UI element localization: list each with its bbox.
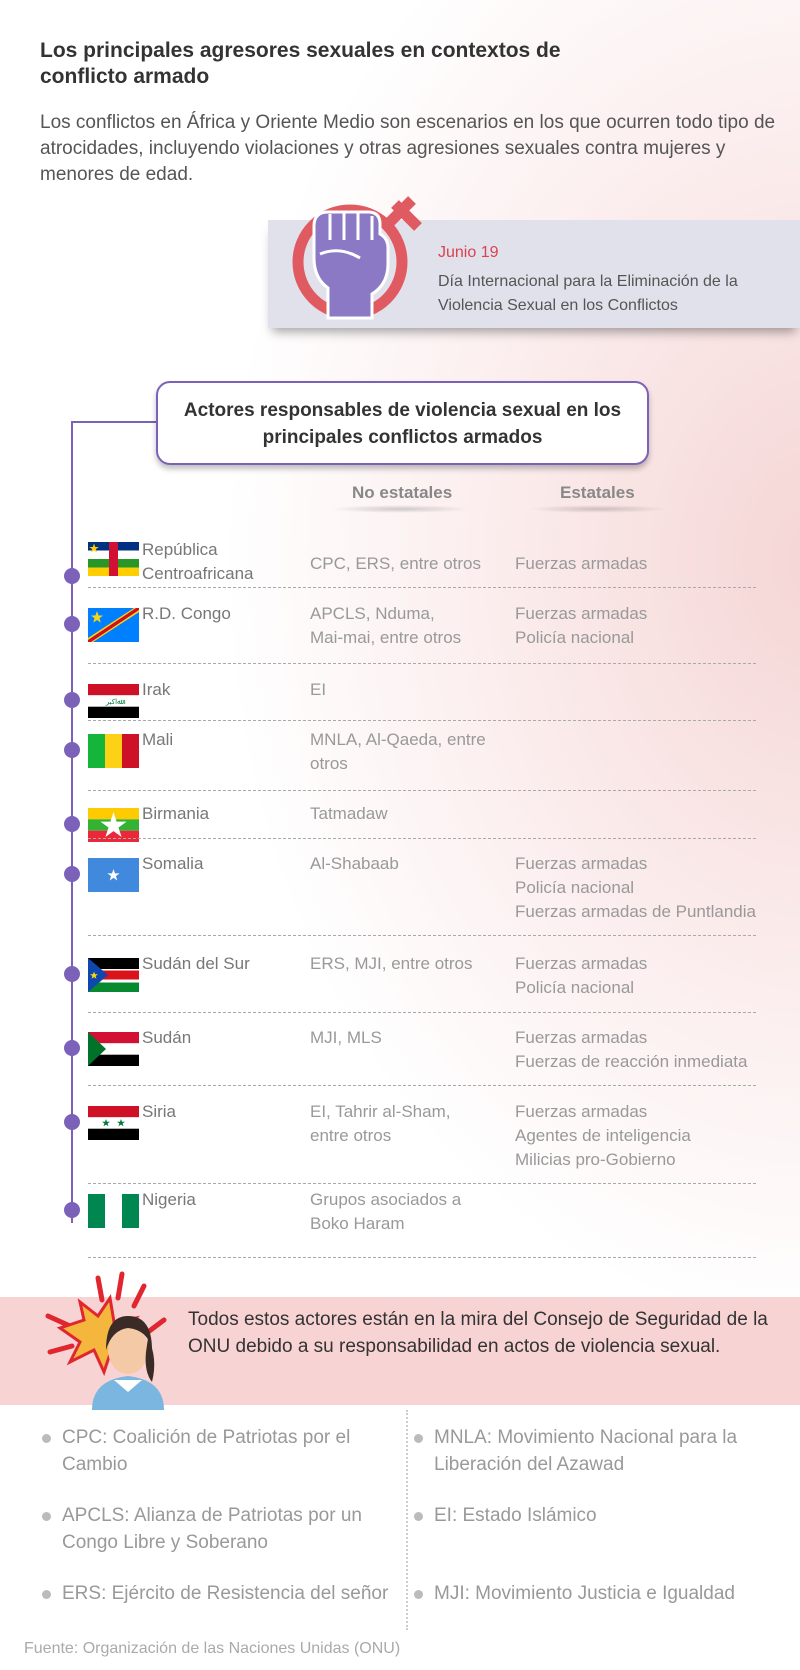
state-line: Fuerzas armadas <box>515 854 648 873</box>
country-line: Sudán <box>142 1028 192 1047</box>
nonstate-line: CPC, ERS, entre otros <box>310 554 482 573</box>
row-divider <box>88 790 756 791</box>
bullet-icon <box>414 1512 423 1521</box>
commemoration-date: Junio 19 <box>438 244 499 261</box>
glossary-item <box>412 1424 762 1478</box>
bullet-icon <box>42 1590 51 1599</box>
state-line: Policía nacional <box>515 978 635 997</box>
glossary-divider <box>406 1410 408 1630</box>
glossary-text: ERS: Ejército de Resistencia del señor <box>62 1583 389 1604</box>
country-line: Siria <box>142 1102 177 1121</box>
country-line: Irak <box>142 680 171 699</box>
row-divider <box>88 1183 756 1184</box>
flag-syria-icon <box>88 1106 139 1140</box>
nonstate-cell <box>310 1026 500 1050</box>
country-cell <box>142 1188 196 1212</box>
row-divider <box>88 1257 756 1258</box>
column-header-shadow <box>330 505 470 513</box>
flag-myanmar-icon <box>88 808 139 842</box>
country-cell <box>142 728 173 752</box>
column-header-state: Estatales <box>560 483 635 502</box>
state-line: Fuerzas armadas <box>515 1102 648 1121</box>
row-divider <box>88 663 756 664</box>
nonstate-cell <box>310 952 500 976</box>
flag-somalia-icon <box>88 858 139 892</box>
glossary-item <box>40 1502 400 1556</box>
nonstate-line: Boko Haram <box>310 1214 405 1233</box>
nonstate-line: entre otros <box>310 1126 392 1145</box>
timeline-dot <box>64 616 80 632</box>
raised-fist-female-symbol-icon <box>290 192 430 322</box>
country-cell <box>142 802 209 826</box>
country-line: Sudán del Sur <box>142 954 250 973</box>
nonstate-cell <box>310 852 500 876</box>
glossary-text: EI: Estado Islámico <box>434 1505 597 1526</box>
timeline-dot <box>64 742 80 758</box>
nonstate-line: MNLA, Al-Qaeda, entre <box>310 730 486 749</box>
row-divider <box>88 1012 756 1013</box>
nonstate-cell <box>310 1188 500 1236</box>
state-line: Policía nacional <box>515 628 635 647</box>
glossary-text: MJI: Movimiento Justicia e Igualdad <box>434 1583 735 1604</box>
alarmed-woman-icon <box>40 1268 185 1410</box>
country-line: Mali <box>142 730 174 749</box>
flag-central-african-republic-icon <box>88 542 139 576</box>
country-cell <box>142 538 254 586</box>
bullet-icon <box>42 1434 51 1443</box>
flag-nigeria-icon <box>88 1194 139 1228</box>
nonstate-cell <box>310 802 500 826</box>
timeline-dot <box>64 692 80 708</box>
actors-section-title <box>156 381 649 465</box>
glossary-text: APCLS: Alianza de Patriotas por un Congo Libre y Soberano <box>62 1505 362 1553</box>
bullet-icon <box>414 1590 423 1599</box>
state-cell <box>515 952 795 1000</box>
timeline-dot <box>64 966 80 982</box>
country-cell <box>142 952 250 976</box>
svg-text:ﷲاكبر: ﷲاكبر <box>105 698 122 706</box>
state-line: Fuerzas armadas <box>515 954 648 973</box>
row-divider <box>88 935 756 936</box>
note-text: Todos estos actores están en la mira del Consejo de Seguridad de la ONU debido a su responsabilidad en actos de violencia sexual. <box>188 1309 768 1357</box>
state-cell <box>515 852 795 924</box>
glossary-item <box>412 1580 762 1607</box>
timeline-dot <box>64 1202 80 1218</box>
nonstate-line: Tatmadaw <box>310 804 388 823</box>
nonstate-line: MJI, MLS <box>310 1028 382 1047</box>
nonstate-line: ERS, MJI, entre otros <box>310 954 473 973</box>
glossary-item <box>412 1502 762 1529</box>
commemoration-title-line: Violencia Sexual en los Conflictos <box>438 297 678 314</box>
country-line: República <box>142 540 218 559</box>
flag-mali-icon <box>88 734 139 768</box>
flag-iraq-icon <box>88 684 139 718</box>
actors-title-line: principales conflictos armados <box>262 427 543 448</box>
country-cell <box>142 852 203 876</box>
row-divider <box>88 720 756 721</box>
intro-text: Los conflictos en África y Oriente Medio son escenarios en los que ocurren todo tipo de atrocidades, incluyendo violaciones y otras agresiones sexuales contra mujeres y menores de edad. <box>40 112 776 185</box>
actors-title-line: Actores responsables de violencia sexual en los <box>183 400 622 421</box>
nonstate-cell <box>310 1100 500 1148</box>
state-line: Milicias pro-Gobierno <box>515 1150 676 1169</box>
country-line: Nigeria <box>142 1190 196 1209</box>
country-line: Centroafricana <box>142 564 254 583</box>
nonstate-line: otros <box>310 754 348 773</box>
timeline-dot <box>64 816 80 832</box>
country-cell <box>142 678 170 702</box>
country-line: Birmania <box>142 804 210 823</box>
nonstate-cell <box>310 728 500 776</box>
state-line: Fuerzas de reacción inmediata <box>515 1052 748 1071</box>
timeline-dot <box>64 866 80 882</box>
flag-dr-congo-icon <box>88 608 139 642</box>
country-line: Somalia <box>142 854 204 873</box>
bullet-icon <box>42 1512 51 1521</box>
nonstate-line: Grupos asociados a <box>310 1190 462 1209</box>
state-line: Policía nacional <box>515 878 635 897</box>
glossary-text: CPC: Coalición de Patriotas por el Cambio <box>62 1427 351 1475</box>
commemoration-title <box>438 270 778 318</box>
state-cell <box>515 1026 795 1074</box>
flag-sudan-icon <box>88 1032 139 1066</box>
state-line: Fuerzas armadas de Puntlandia <box>515 902 756 921</box>
country-line: R.D. Congo <box>142 604 231 623</box>
country-cell <box>142 602 231 626</box>
country-cell <box>142 1100 176 1124</box>
timeline-connector <box>71 421 159 423</box>
nonstate-cell <box>310 602 500 650</box>
nonstate-cell <box>310 552 500 576</box>
bullet-icon <box>414 1434 423 1443</box>
nonstate-line: Al-Shabaab <box>310 854 399 873</box>
state-cell <box>515 1100 795 1172</box>
state-cell <box>515 552 795 576</box>
nonstate-cell <box>310 678 500 702</box>
state-line: Fuerzas armadas <box>515 604 648 623</box>
row-divider <box>88 838 756 839</box>
row-divider <box>88 1085 756 1086</box>
nonstate-line: APCLS, Nduma, <box>310 604 435 623</box>
timeline-dot <box>64 568 80 584</box>
column-header-shadow <box>528 505 668 513</box>
state-line: Fuerzas armadas <box>515 1028 648 1047</box>
row-divider <box>88 587 756 588</box>
nonstate-line: Mai-mai, entre otros <box>310 628 462 647</box>
timeline-dot <box>64 1114 80 1130</box>
nonstate-line: EI <box>310 680 327 699</box>
glossary-text: MNLA: Movimiento Nacional para la Liberación del Azawad <box>434 1427 738 1475</box>
glossary-item <box>40 1580 400 1607</box>
page-title: Los principales agresores sexuales en contextos de conflicto armado <box>40 39 561 88</box>
state-line: Fuerzas armadas <box>515 554 648 573</box>
flag-south-sudan-icon <box>88 958 139 992</box>
nonstate-line: EI, Tahrir al-Sham, <box>310 1102 451 1121</box>
state-cell <box>515 602 795 650</box>
commemoration-title-line: Día Internacional para la Eliminación de la <box>438 273 738 290</box>
source-credit: Fuente: Organización de las Naciones Unidas (ONU) <box>24 1640 401 1657</box>
column-header-nonstate: No estatales <box>352 483 453 502</box>
country-cell <box>142 1026 191 1050</box>
glossary-item <box>40 1424 400 1478</box>
timeline-dot <box>64 1040 80 1056</box>
state-line: Agentes de inteligencia <box>515 1126 691 1145</box>
